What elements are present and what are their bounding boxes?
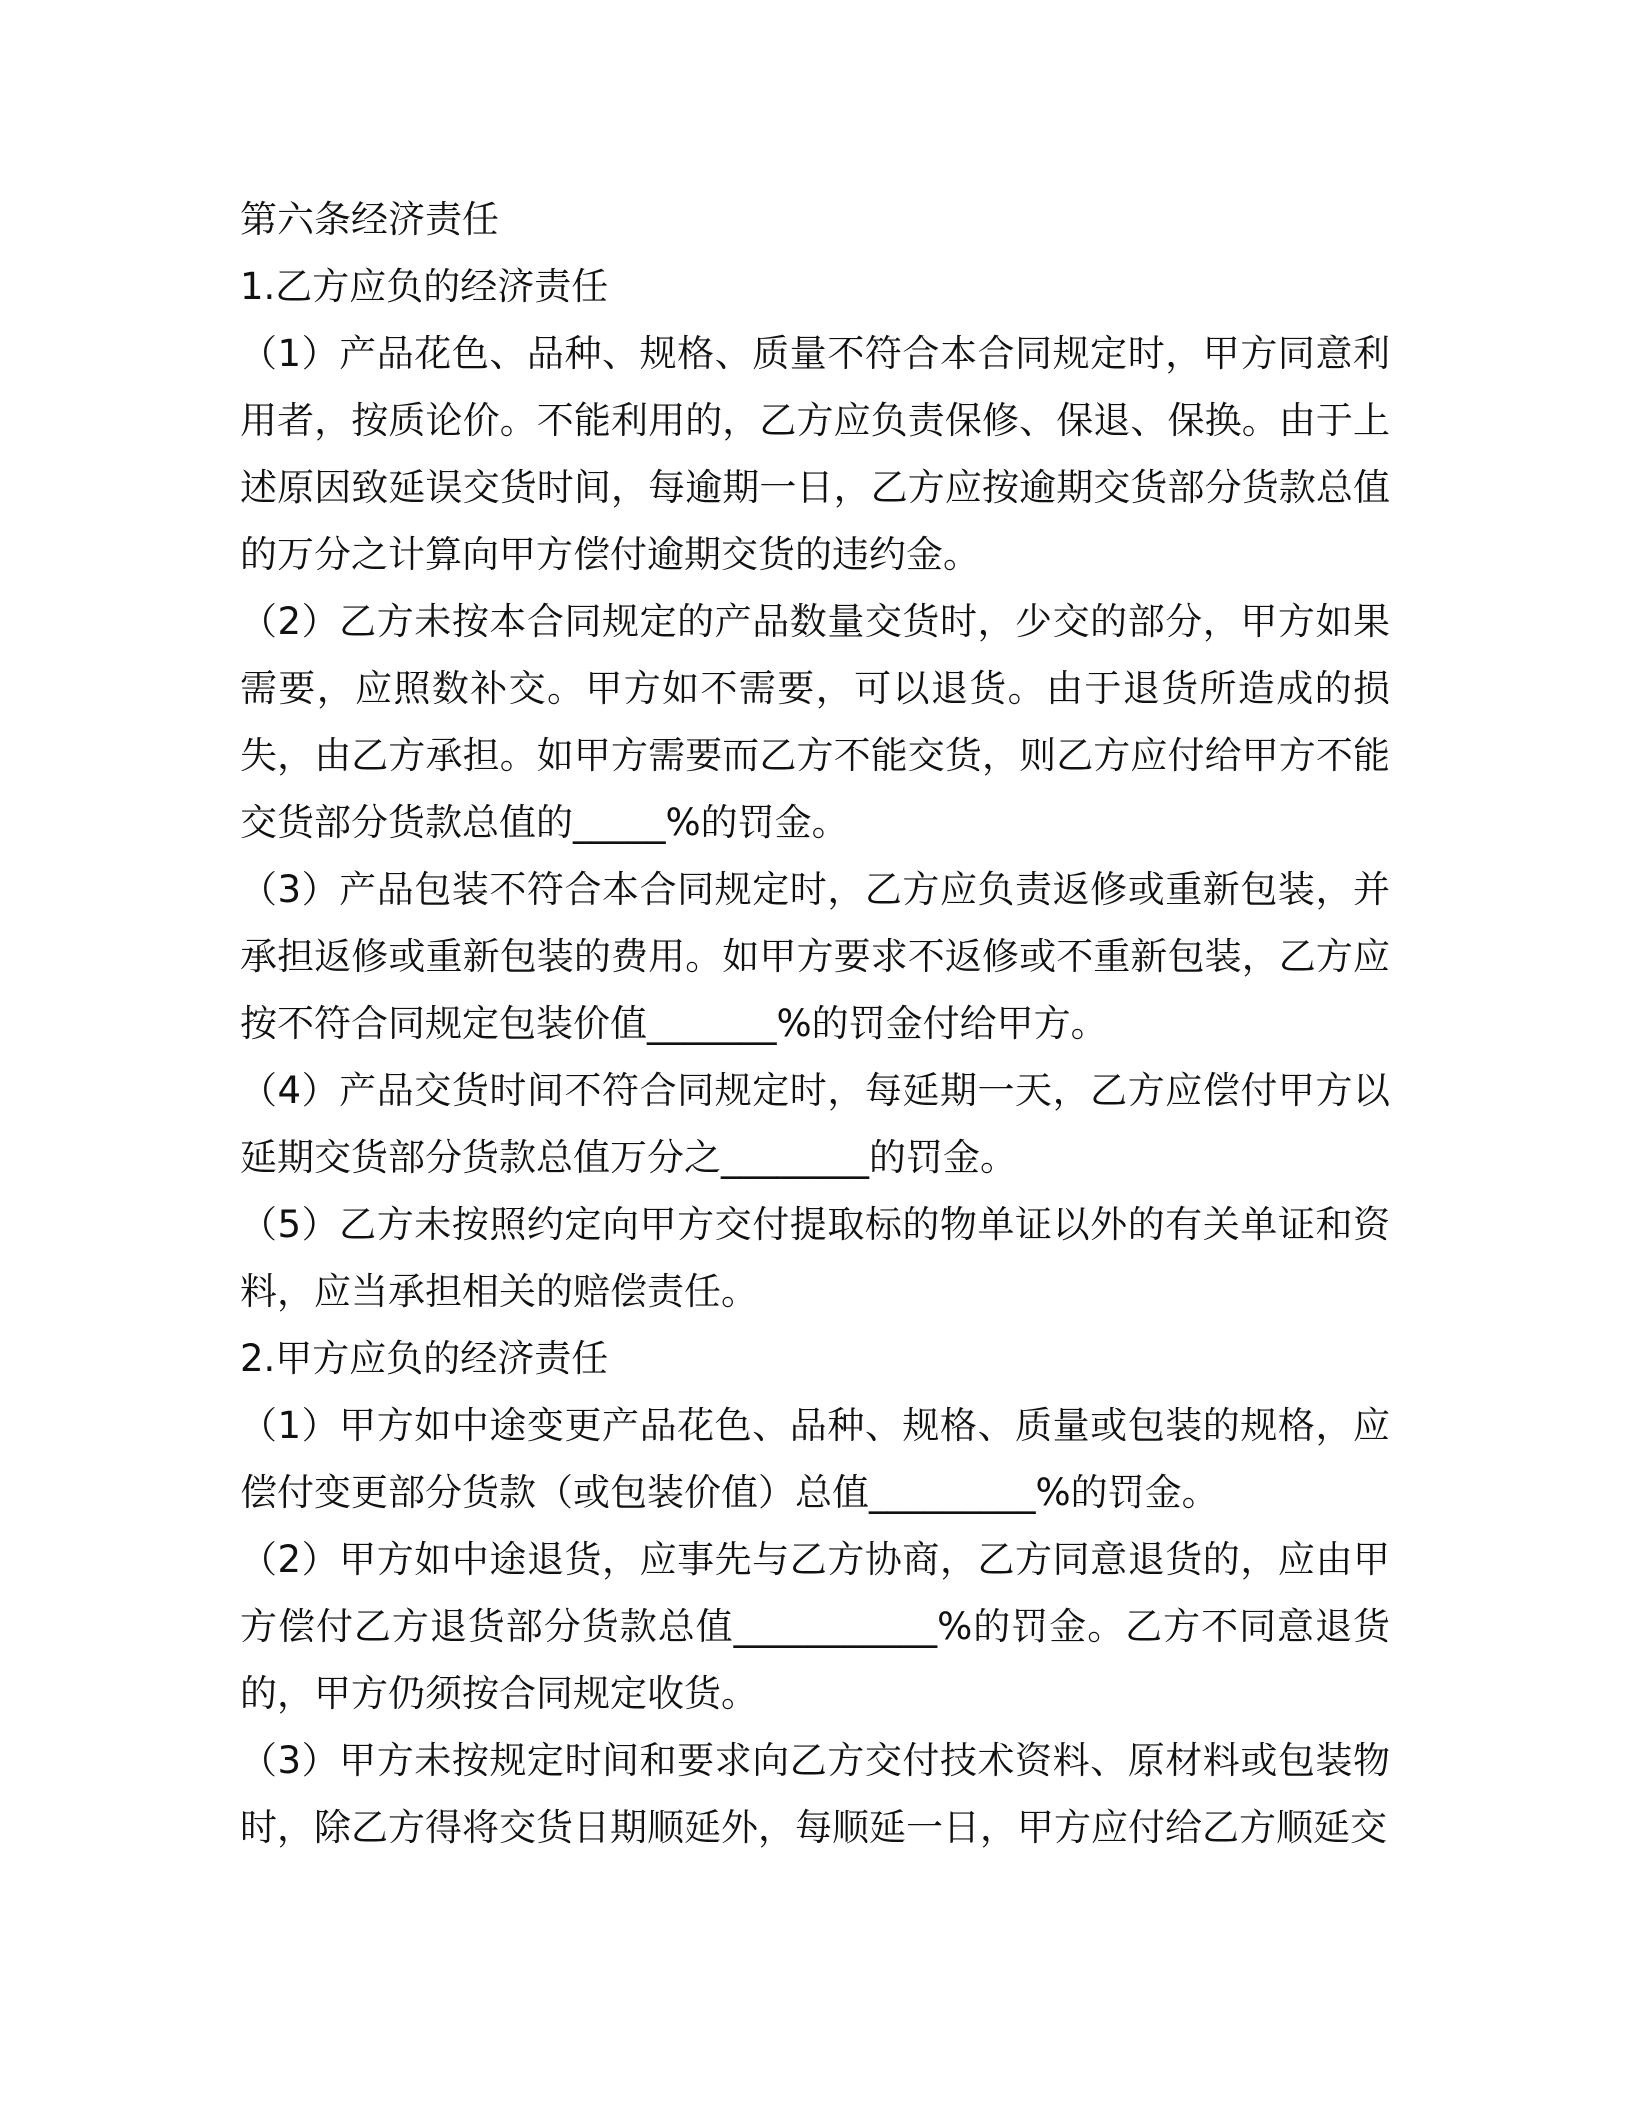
section-heading: 2.甲方应负的经济责任 — [240, 1337, 609, 1380]
clause-paragraph: （2）甲方如中途退货，应事先与乙方协商，乙方同意退货的，应由甲方偿付乙方退货部分货款总值___________%的罚金。乙方不同意退货的，甲方仍须按合同规定收货。 — [240, 1538, 1390, 1715]
clause-paragraph: （3）产品包装不符合本合同规定时，乙方应负责返修或重新包装，并承担返修或重新包装的费用。如甲方要求不返修或不重新包装，乙方应按不符合同规定包装价值_______%的罚金付给甲方。 — [240, 868, 1390, 1045]
section-party-a — [240, 1325, 1390, 1861]
clause-paragraph: （4）产品交货时间不符合同规定时，每延期一天，乙方应偿付甲方以延期交货部分货款总值万分之________的罚金。 — [240, 1069, 1390, 1179]
clause-paragraph: （3）甲方未按规定时间和要求向乙方交付技术资料、原材料或包装物时，除乙方得将交货日期顺延外，每顺延一日，甲方应付给乙方顺延交 — [240, 1739, 1390, 1849]
article-title: 第六条经济责任 — [240, 198, 499, 241]
clause-paragraph: （2）乙方未按本合同规定的产品数量交货时，少交的部分，甲方如果需要，应照数补交。甲方如不需要，可以退货。由于退货所造成的损失，由乙方承担。如甲方需要而乙方不能交货，则乙方应付给甲方不能交货部分货款总值的_____%的罚金。 — [240, 600, 1390, 844]
section-heading: 1.乙方应负的经济责任 — [240, 265, 609, 308]
document-body — [240, 186, 1390, 1861]
clause-paragraph: （1）甲方如中途变更产品花色、品种、规格、质量或包装的规格，应偿付变更部分货款（或包装价值）总值_________%的罚金。 — [240, 1404, 1390, 1514]
clause-paragraph: （5）乙方未按照约定向甲方交付提取标的物单证以外的有关单证和资料，应当承担相关的赔偿责任。 — [240, 1203, 1390, 1313]
section-party-b — [240, 253, 1390, 1325]
clause-paragraph: （1）产品花色、品种、规格、质量不符合本合同规定时，甲方同意利用者，按质论价。不能利用的，乙方应负责保修、保退、保换。由于上述原因致延误交货时间，每逾期一日，乙方应按逾期交货部分货款总值的万分之计算向甲方偿付逾期交货的违约金。 — [240, 332, 1390, 576]
